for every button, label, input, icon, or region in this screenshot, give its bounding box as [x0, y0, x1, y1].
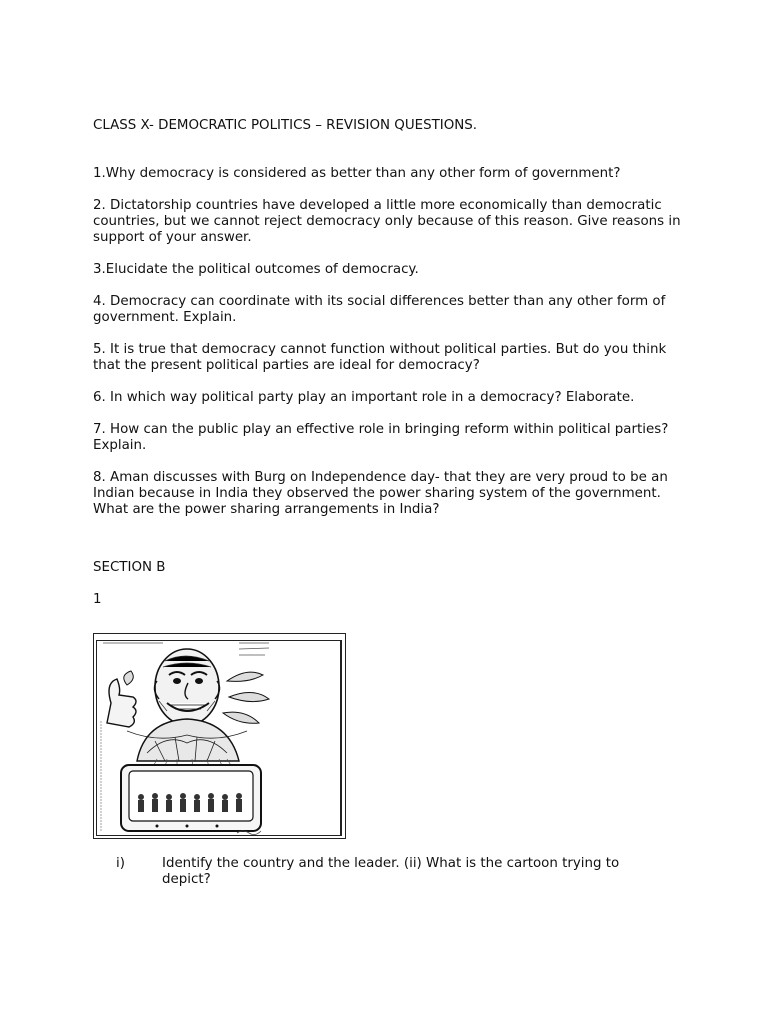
sub-question-text: Identify the country and the leader. (ii) What is the cartoon trying to depict?	[162, 856, 620, 887]
cartoon-image	[96, 640, 342, 836]
question-5: 5. It is true that democracy cannot function without political parties. But do you think that the present political parties are ideal for democracy?	[93, 342, 667, 373]
question-1: 1.Why democracy is considered as better than any other form of government?	[93, 166, 621, 181]
section-b-heading: SECTION B	[93, 560, 166, 575]
section-b-item-number: 1	[93, 592, 102, 607]
question-8: 8. Aman discusses with Burg on Independence day- that they are very proud to be an Indian because in India they observed the power sharing system of the government. What are the power sharing arrangements in India?	[93, 470, 668, 517]
cartoon-image-frame	[93, 633, 346, 839]
question-3: 3.Elucidate the political outcomes of democracy.	[93, 262, 419, 277]
question-2: 2. Dictatorship countries have developed a little more economically than democratic countries, but we cannot reject democracy only because of this reason. Give reasons in support of your answer.	[93, 198, 681, 245]
question-7: 7. How can the public play an effective role in bringing reform within political parties? Explain.	[93, 422, 669, 453]
document-title: CLASS X- DEMOCRATIC POLITICS – REVISION QUESTIONS.	[93, 118, 478, 133]
document-body	[93, 118, 683, 624]
sub-question-marker: i)	[116, 856, 125, 871]
cartoon-illustration	[97, 641, 342, 836]
question-6: 6. In which way political party play an important role in a democracy? Elaborate.	[93, 390, 635, 405]
question-4: 4. Democracy can coordinate with its social differences better than any other form of government. Explain.	[93, 294, 666, 325]
